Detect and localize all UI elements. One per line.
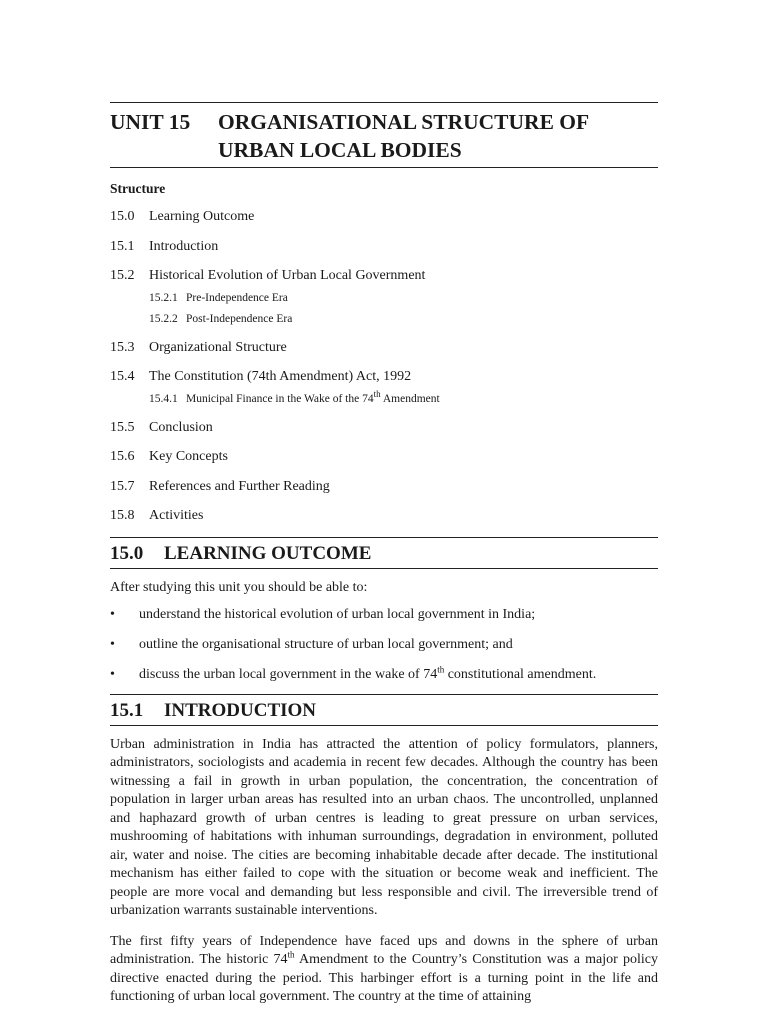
toc-item [110, 267, 658, 284]
intro-paragraph-2: The first fifty years of Independence have faced ups and downs in the sphere of urban administration. The historic 74th Amendment to the Country’s Constitution was a major policy directive enacted during the period. This harbinger effort is a turning point in the life and functioning of urban local government. The country at the time of attaining [110, 933, 658, 1004]
section-heading-introduction [110, 695, 658, 725]
list-item: • outline the organisational structure of urban local government; and [110, 636, 513, 652]
toc-label: Conclusion [149, 419, 213, 435]
toc-item [110, 448, 658, 465]
toc-label: Historical Evolution of Urban Local Government [149, 268, 426, 283]
toc-num: 15.2.1 [149, 291, 178, 304]
toc-num: 15.2.2 [149, 312, 178, 325]
toc-label: References and Further Reading [149, 478, 330, 494]
bullet-icon: • [110, 606, 115, 622]
unit-title-text [218, 108, 658, 164]
outcome-intro: After studying this unit you should be able to: [110, 580, 368, 595]
toc-subitem [149, 312, 658, 326]
toc-num: 15.4.1 [149, 392, 178, 405]
toc-num: 15.8 [110, 508, 135, 523]
toc-label: The Constitution (74th Amendment) Act, 1992 [149, 369, 412, 384]
section-title: INTRODUCTION [164, 699, 317, 721]
unit-title-line2: URBAN LOCAL BODIES [218, 138, 462, 162]
toc-num: 15.6 [110, 449, 135, 464]
title-bottom-rule [110, 167, 658, 168]
toc-label: Learning Outcome [149, 209, 255, 224]
toc-label: Activities [149, 508, 204, 523]
toc-label: Introduction [149, 238, 219, 254]
toc-item [110, 478, 658, 495]
structure-label: Structure [110, 181, 166, 196]
outcome-list [110, 606, 658, 684]
toc-item [110, 419, 658, 436]
unit-title [110, 103, 658, 167]
toc-num: 15.4 [110, 369, 135, 384]
toc-item [110, 208, 658, 225]
section-bottom-rule [110, 568, 658, 569]
section-number: 15.0 [110, 543, 144, 564]
unit-number: UNIT 15 [110, 110, 191, 134]
list-item: • understand the historical evolution of urban local government in India; [110, 606, 536, 622]
intro-paragraph-1: Urban administration in India has attracted the attention of policy formulators, planners, administrators, sociologists and academia in recent few decades. Although the country has been witnessing a fail in growth in urban population, the concentration, the concentration of population in larger urban areas has resulted into an urban chaos. The uncontrolled, unplanned and haphazard growth of urban centres is leading to great pressure on urban services, mushrooming of habitations with inhuman surroundings, degradation in environment, polluted air, water and noise. The cities are becoming inhabitable decade after decade. The institutional mechanism has either failed to cope with the situation or become weak and inefficient. The people are more vocal and demanding but less responsible and civil. The irreversible trend of urbanization warrants sustainable interventions. [110, 736, 658, 918]
toc-item [110, 238, 658, 255]
bullet-icon: • [110, 636, 115, 652]
list-item: • discuss the urban local government in the wake of 74th constitutional amendment. [110, 663, 597, 682]
toc-num: 15.0 [110, 209, 135, 224]
unit-title-line1: ORGANISATIONAL STRUCTURE OF [218, 110, 590, 134]
toc-subitem [149, 291, 658, 305]
toc-label: Pre-Independence Era [186, 291, 288, 304]
toc-item [110, 368, 658, 385]
toc-item [110, 339, 658, 356]
toc-num: 15.1 [110, 238, 135, 254]
document-page [110, 102, 658, 1007]
section-title: LEARNING OUTCOME [164, 543, 372, 564]
section-heading-learning-outcome [110, 538, 658, 568]
toc-num: 15.2 [110, 268, 135, 283]
toc-label: Organizational Structure [149, 339, 287, 355]
toc-subitem [149, 388, 658, 406]
bullet-icon: • [110, 666, 115, 682]
table-of-contents [110, 208, 658, 524]
toc-item [110, 507, 658, 524]
toc-num: 15.7 [110, 478, 135, 494]
toc-num: 15.3 [110, 339, 135, 355]
section-bottom-rule [110, 725, 658, 726]
toc-num: 15.5 [110, 419, 135, 435]
toc-label: Post-Independence Era [186, 312, 293, 325]
toc-label: Key Concepts [149, 449, 228, 464]
toc-label: Municipal Finance in the Wake of the 74th Amendment [186, 388, 440, 405]
section-number: 15.1 [110, 699, 144, 721]
